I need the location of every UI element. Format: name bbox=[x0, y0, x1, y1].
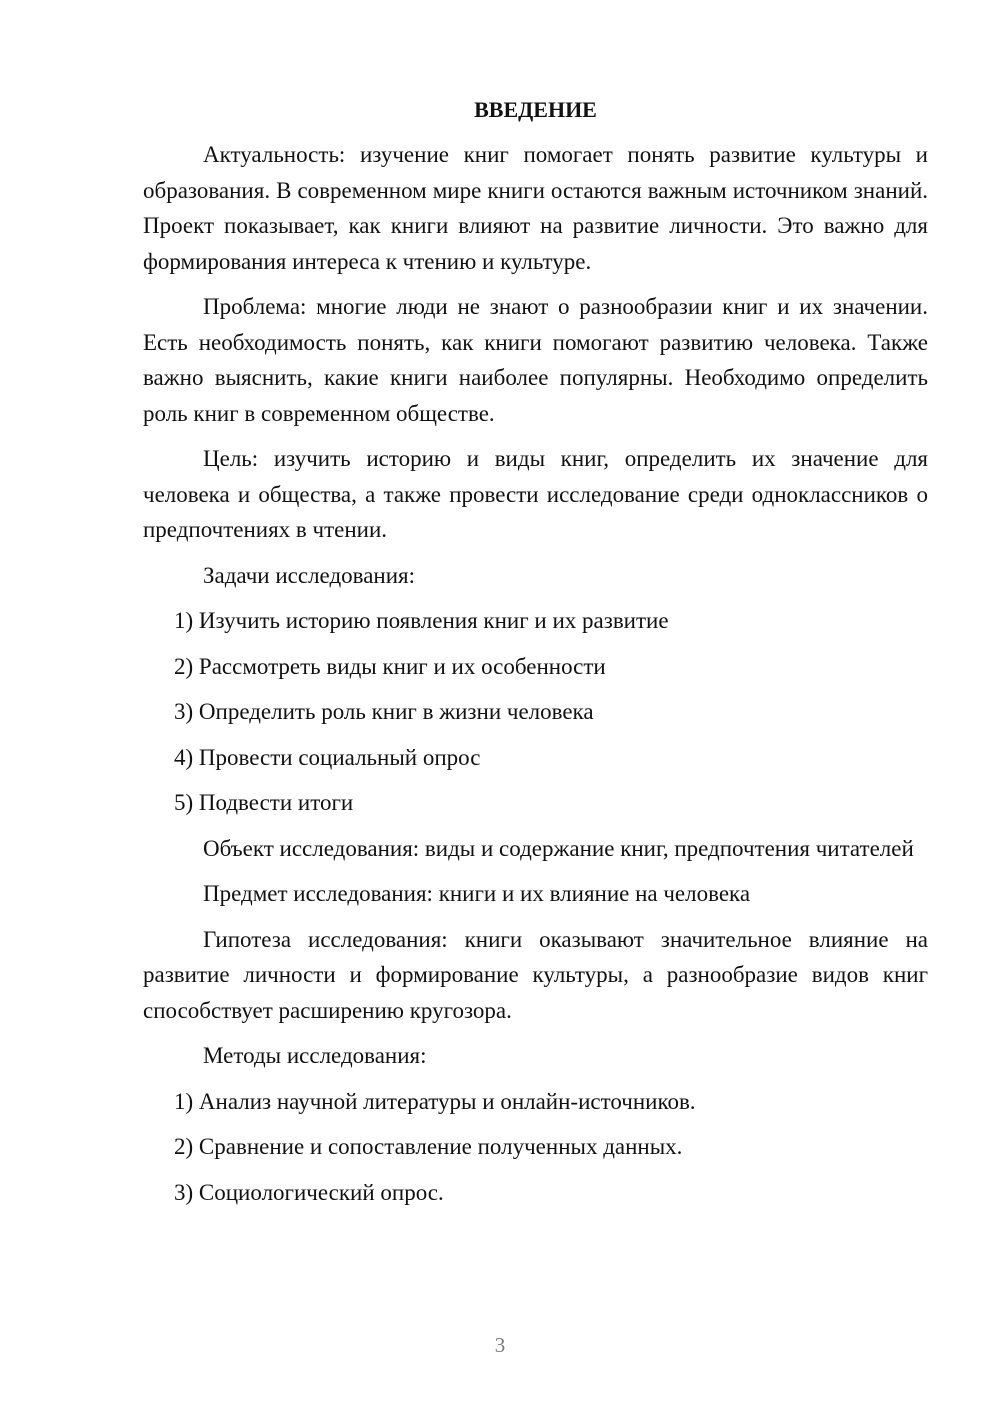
hypothesis-paragraph: Гипотеза исследования: книги оказывают значительное влияние на развитие личности и формирование культуры, а разнообразие видов книг способствует расширению кругозора. bbox=[143, 926, 928, 1023]
task-item: 4) Провести социальный опрос bbox=[174, 744, 481, 770]
subject-paragraph: Предмет исследования: книги и их влияние на человека bbox=[203, 881, 751, 906]
method-item: 3) Социологический опрос. bbox=[174, 1179, 444, 1205]
tasks-list bbox=[143, 603, 928, 821]
relevance-paragraph: Актуальность: изучение книг помогает понять развитие культуры и образования. В современном мире книги остаются важным источником знаний. Проект показывает, как книги влияют на развитие личности. Это важно для формирования интереса к чтению и культуре. bbox=[143, 142, 928, 274]
method-item: 1) Анализ научной литературы и онлайн-источников. bbox=[174, 1088, 696, 1114]
problem-paragraph: Проблема: многие люди не знают о разнообразии книг и их значении. Есть необходимость понять, как книги помогают развитию человека. Также важно выяснить, какие книги наиболее популярны. Необходимо определить роль книг в современном обществе. bbox=[143, 294, 928, 426]
methods-list bbox=[143, 1084, 928, 1211]
page-content bbox=[143, 92, 928, 1220]
task-item: 2) Рассмотреть виды книг и их особенности bbox=[174, 653, 606, 679]
goal-paragraph: Цель: изучить историю и виды книг, определить их значение для человека и общества, а также провести исследование среди одноклассников о предпочтениях в чтении. bbox=[143, 446, 928, 542]
tasks-label: Задачи исследования: bbox=[203, 562, 416, 588]
page-number: 3 bbox=[494, 1333, 506, 1357]
task-item: 5) Подвести итоги bbox=[174, 790, 354, 815]
task-item: 3) Определить роль книг в жизни человека bbox=[174, 699, 594, 724]
task-item: 1) Изучить историю появления книг и их развитие bbox=[174, 608, 669, 633]
method-item: 2) Сравнение и сопоставление полученных данных. bbox=[174, 1134, 683, 1159]
section-title: ВВЕДЕНИЕ bbox=[474, 97, 597, 122]
object-paragraph: Объект исследования: виды и содержание книг, предпочтения читателей bbox=[203, 835, 914, 861]
methods-label: Методы исследования: bbox=[203, 1043, 427, 1068]
